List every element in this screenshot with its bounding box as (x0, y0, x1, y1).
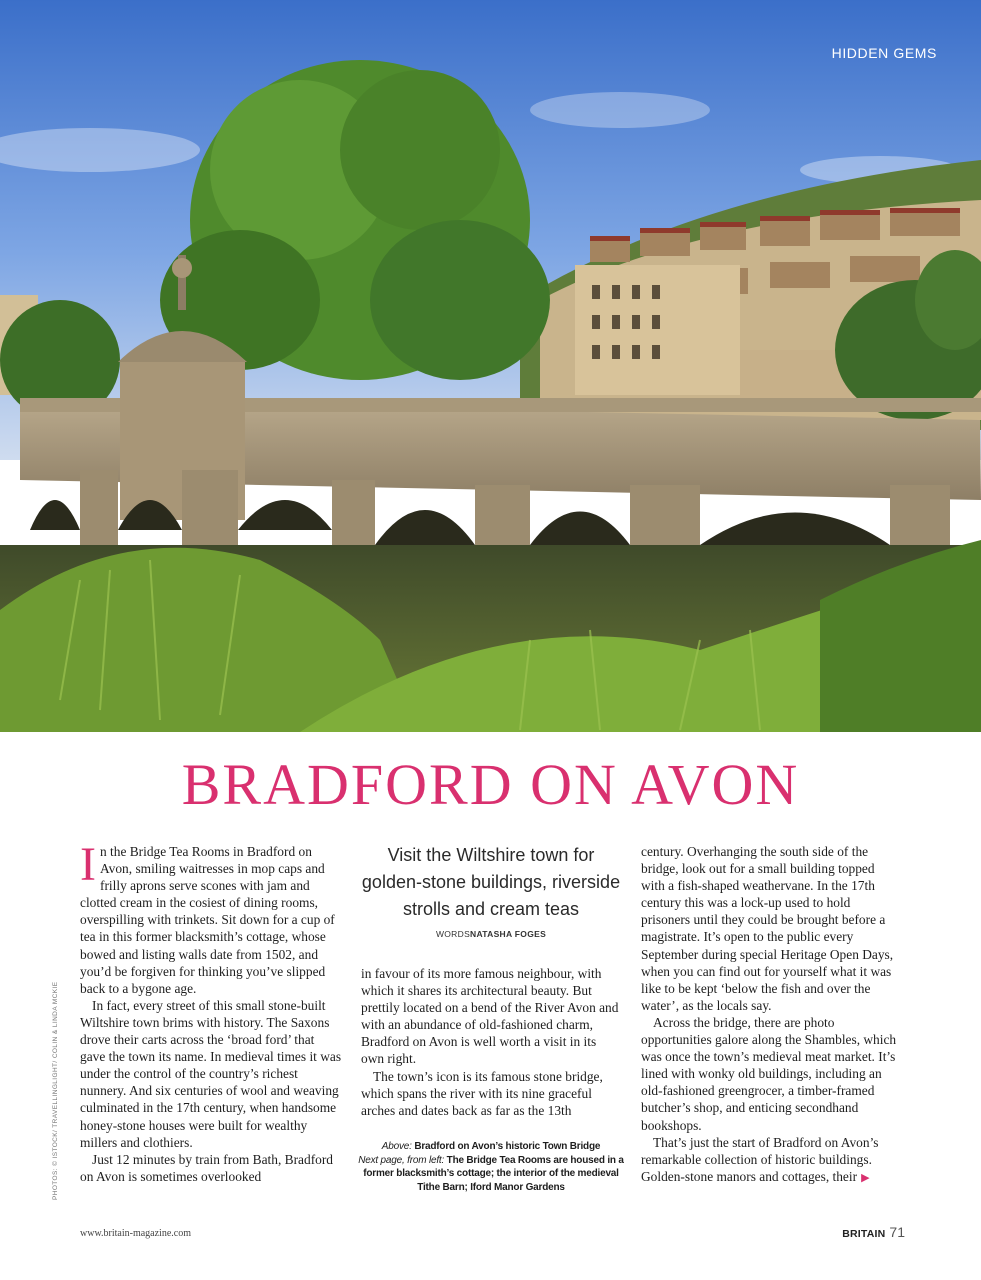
article-column-1 (80, 838, 342, 1185)
caption-text: Bradford on Avon’s historic Town Bridge (414, 1141, 601, 1152)
paragraph-text: That’s just the start of Bradford on Avon’s remarkable collection of historic buildings. Golden-stone manors and cottages, their (641, 1134, 879, 1184)
article-column-2 (361, 965, 621, 1119)
paragraph (80, 838, 342, 997)
paragraph (641, 1134, 901, 1187)
byline-name: NATASHA FOGES (470, 929, 547, 939)
article-column-3 (641, 843, 901, 1187)
paragraph: Across the bridge, there are photo opportunities galore along the Shambles, which was once the town’s medieval meat market. It’s lined with wonky old buildings, including an old-fashioned greengrocer, a timber-framed butcher’s shop, and enticing secondhand bookshops. (641, 1014, 897, 1133)
paragraph-text: n the Bridge Tea Rooms in Bradford on Avon, smiling waitresses in mop caps and frilly aprons serve scones with jam and clotted cream in the cosiest of dining rooms, overspilling with trinkets. Sit down for a cup of tea in this former blacksmith’s cottage, whose bowed and listing walls date from 1502, and you’d be forgiven for thinking you’ve slipped back to a bygone age. (80, 844, 335, 996)
byline (358, 929, 624, 939)
caption-lead: Above: (381, 1141, 412, 1152)
footer-brand: BRITAIN (842, 1228, 886, 1240)
caption-lead: Next page, from left: (358, 1154, 445, 1166)
paragraph: in favour of its more famous neighbour, with which it shares its architectural beauty. But prettily located on a bend of the River Avon and with an abundance of old-fashioned charm, Bradford on Avon is well worth a visit in its own right. (361, 966, 619, 1067)
section-tag: HIDDEN GEMS (831, 45, 937, 61)
photo-caption (358, 1140, 624, 1194)
standfirst: Visit the Wiltshire town for golden-stone buildings, riverside strolls and cream teas (361, 845, 621, 919)
page-number: 71 (889, 1224, 905, 1240)
continue-arrow-icon: ▶ (861, 1171, 870, 1184)
paragraph: century. Overhanging the south side of the bridge, look out for a small building topped with a fish-shaped weathervane. In the 17th century this was a lock-up used to hold prisoners until they could be brought before a magistrate. It’s open to the public every September during special Heritage Open Days, when you can find out for yourself what it was like to be kept ‘below the fish and over the water’, as the locals say. (641, 844, 894, 1013)
paragraph: In fact, every street of this small stone-built Wiltshire town brims with history. The Saxons drove their carts across the ‘broad ford’ that gave the town its name. In medieval times it was under the control of the country’s richest nunnery. And six centuries of wool and weaving culminated in the 17th century, when handsome honey-stone houses were built for wealthy millers and clothiers. (80, 997, 342, 1150)
paragraph: Just 12 minutes by train from Bath, Bradford on Avon is sometimes overlooked (80, 1151, 333, 1184)
byline-label: WORDS (435, 929, 471, 939)
paragraph: The town’s icon is its famous stone bridge, which spans the river with its nine graceful arches and dates back as far as the 13th (361, 1068, 603, 1118)
footer-folio (842, 1224, 905, 1242)
drop-cap: I (80, 838, 96, 891)
photo-credit: PHOTOS: © ISTOCK/ TRAVELLINGLIGHT/ COLIN & LINDA MCKIE (52, 981, 59, 1200)
caption-text: The Bridge Tea Rooms are housed in a former blacksmith’s cottage; the interior of the medieval Tithe Barn; Iford Manor Gardens (363, 1154, 624, 1193)
article-title: BRADFORD ON AVON (181, 752, 800, 817)
footer-url: www.britain-magazine.com (80, 1228, 191, 1239)
